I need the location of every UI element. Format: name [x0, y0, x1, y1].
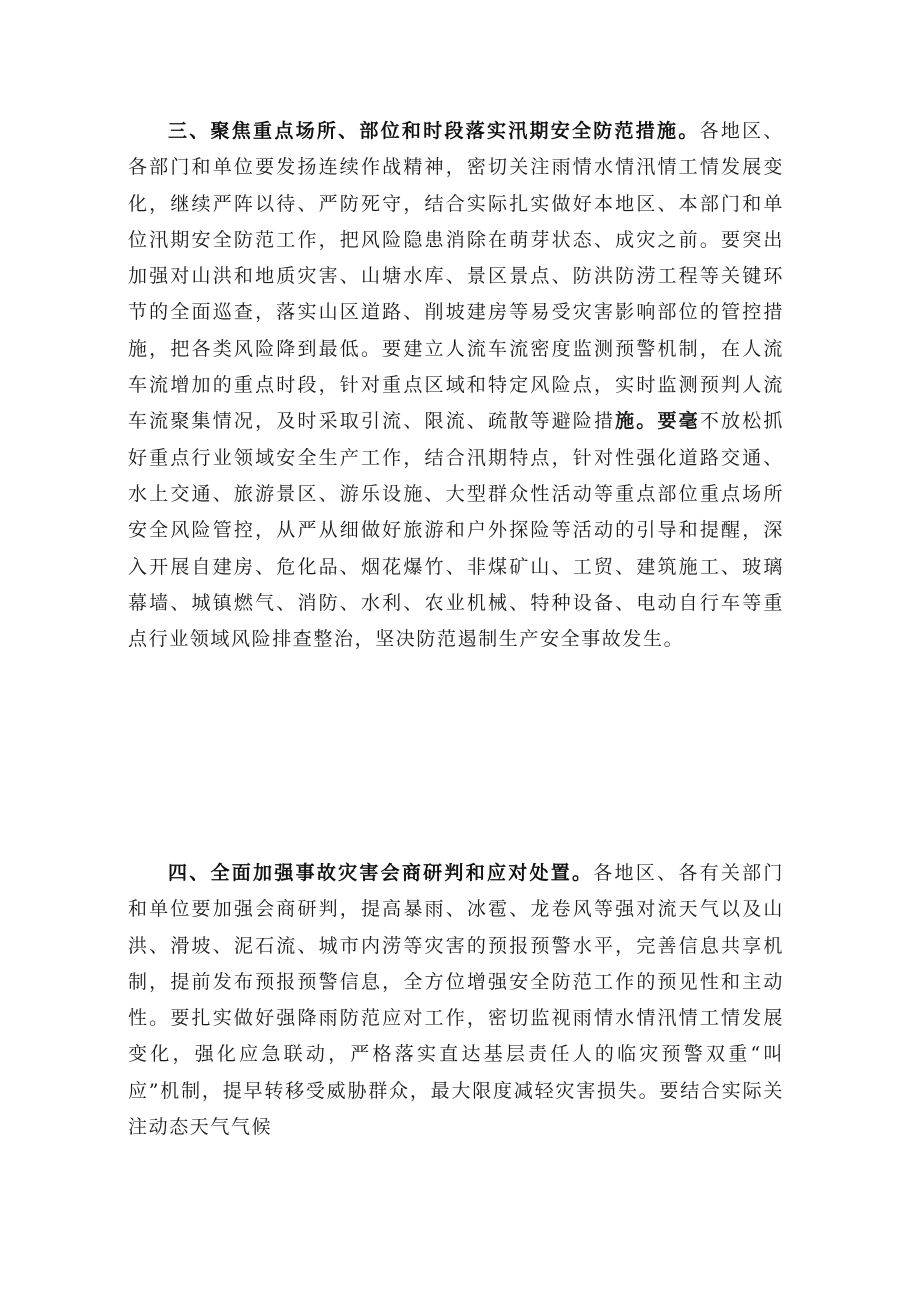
- paragraph-3-body-a: 各地区、各部门和单位要发扬连续作战精神，密切关注雨情水情汛情工情发展变化，继续严阵以待、严防死守，结合实际扎实做好本地区、本部门和单位汛期安全防范工作，把风险隐患消除在萌芽状态、成灾之前。要突出加强对山洪和地质灾害、山塘水库、景区景点、防洪防涝工程等关键环节的全面巡查，落实山区道路、削坡建房等易受灾害影响部位的管控措施，把各类风险降到最低。要建立人流车流密度监测预警机制，在人流车流增加的重点时段，针对重点区域和特定风险点，实时监测预判人流车流聚集情况，及时采取引流、限流、疏散等避险措: [128, 120, 784, 433]
- paragraph-4-heading: 四、全面加强事故灾害会商研判和应对处置。: [168, 862, 594, 884]
- paragraph-3-body-b: 不放松抓好重点行业领域安全生产工作，结合汛期特点，针对性强化道路交通、水上交通、旅游景区、游乐设施、大型群众性活动等重点部位重点场所安全风险管控，从严从细做好旅游和户外探险等活动的引导和提醒，深入开展自建房、危化品、烟花爆竹、非煤矿山、工贸、建筑施工、玻璃幕墙、城镇燃气、消防、水利、农业机械、特种设备、电动自行车等重点行业领域风险排查整治，坚决防范遏制生产安全事故发生。: [128, 410, 784, 651]
- paragraph-3: [128, 113, 784, 657]
- paragraph-4: [128, 855, 784, 1145]
- paragraph-4-body: 各地区、各有关部门和单位要加强会商研判，提高暴雨、冰雹、龙卷风等强对流天气以及山洪、滑坡、泥石流、城市内涝等灾害的预报预警水平，完善信息共享机制，提前发布预报预警信息，全方位增强安全防范工作的预见性和主动性。要扎实做好强降雨防范应对工作，密切监视雨情水情汛情工情发展变化，强化应急联动，严格落实直达基层责任人的临灾预警双重“叫应”机制，提早转移受威胁群众，最大限度减轻灾害损失。要结合实际关注动态天气气候: [128, 862, 784, 1139]
- paragraph-3-emphasis: 施。要毫: [615, 410, 700, 433]
- paragraph-3-heading: 三、聚焦重点场所、部位和时段落实汛期安全防范措施。: [168, 120, 700, 142]
